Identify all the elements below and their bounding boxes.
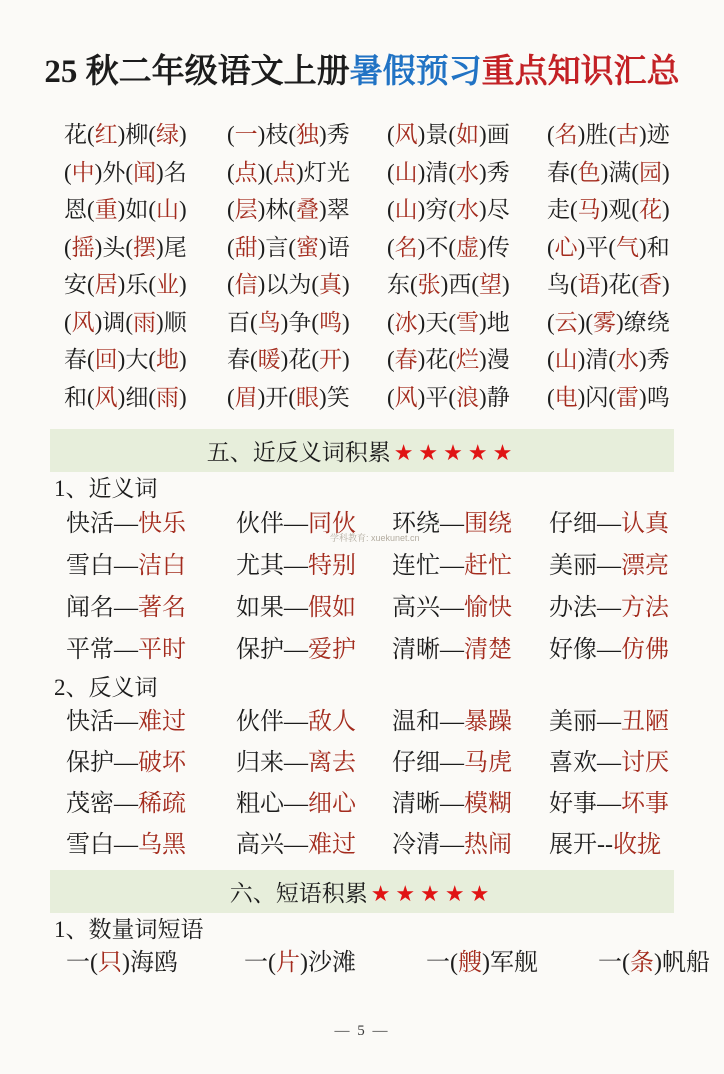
idiom-cell: (风)景(如)画: [387, 122, 510, 148]
section-5-heading: 五、近反义词积累: [206, 440, 391, 466]
antonym-pair: 清晰—模糊: [392, 791, 512, 818]
idiom-cell: (风)调(雨)顺: [64, 309, 187, 335]
antonyms-grid: [0, 702, 724, 866]
synonym-pair: 伙伴—同伙: [236, 511, 356, 538]
section-6-heading: 六、短语积累: [229, 881, 368, 907]
synonym-pair: 环绕—围绕: [392, 511, 512, 538]
quantity-phrase: 一(片)沙滩: [244, 950, 356, 977]
antonym-pair: 伙伴—敌人: [236, 709, 356, 736]
idiom-cell: (山)清(水)秀: [547, 347, 670, 373]
idiom-cell: 春(回)大(地): [64, 347, 187, 373]
synonym-pair: 清晰—清楚: [392, 637, 512, 664]
synonym-pair: 快活—快乐: [66, 511, 186, 538]
antonym-pair: 好事—坏事: [549, 791, 669, 818]
title-part-blue: 暑假预习: [349, 54, 482, 90]
idiom-cell: 走(马)观(花): [547, 197, 670, 223]
antonym-pair: 喜欢—讨厌: [549, 750, 669, 777]
idiom-cell: (春)花(烂)漫: [387, 347, 510, 373]
idiom-cell: (摇)头(摆)尾: [64, 234, 187, 260]
idiom-cell: (一)枝(独)秀: [227, 122, 350, 148]
synonym-pair: 办法—方法: [549, 595, 669, 622]
section-banner-5: [50, 429, 674, 472]
quantity-phrase: 一(只)海鸥: [66, 950, 178, 977]
synonym-pair: 如果—假如: [236, 595, 356, 622]
idiom-cell: 花(红)柳(绿): [64, 122, 187, 148]
idiom-cell: (电)闪(雷)鸣: [547, 384, 670, 410]
antonyms-label: 2、反义词: [54, 675, 158, 701]
idiom-grid: [0, 116, 724, 416]
worksheet-page: [0, 50, 724, 1039]
synonym-pair: 平常—平时: [66, 637, 186, 664]
synonyms-label: 1、近义词: [54, 476, 158, 502]
idiom-cell: (风)平(浪)静: [387, 384, 510, 410]
synonym-pair: 尤其—特别: [236, 553, 356, 580]
idiom-cell: (云)(雾)缭绕: [547, 309, 670, 335]
quantity-label: 1、数量词短语: [54, 917, 204, 943]
idiom-cell: 安(居)乐(业): [64, 272, 187, 298]
idiom-cell: 恩(重)如(山): [64, 197, 187, 223]
quantity-phrase: 一(艘)军舰: [426, 950, 538, 977]
idiom-cell: 春(暖)花(开): [227, 347, 350, 373]
antonym-pair: 保护—破坏: [66, 750, 186, 777]
idiom-cell: (山)清(水)秀: [387, 159, 510, 185]
section-banner-6: [50, 870, 674, 913]
antonym-pair: 归来—离去: [236, 750, 356, 777]
synonym-pair: 好像—仿佛: [549, 637, 669, 664]
star-rating: ★★★★★: [393, 441, 518, 467]
antonym-pair: 快活—难过: [66, 709, 186, 736]
idiom-cell: (心)平(气)和: [547, 234, 670, 260]
idiom-cell: (冰)天(雪)地: [387, 309, 510, 335]
synonym-pair: 高兴—愉快: [392, 595, 512, 622]
star-rating: ★★★★★: [370, 882, 495, 908]
antonym-pair: 雪白—乌黑: [66, 832, 186, 859]
synonym-pair: 美丽—漂亮: [549, 553, 669, 580]
antonym-pair: 温和—暴躁: [392, 709, 512, 736]
quantity-phrase: 一(条)帆船: [598, 950, 710, 977]
antonym-pair: 展开--收拢: [549, 832, 661, 859]
page-number: — 5 —: [334, 1023, 390, 1039]
antonym-pair: 茂密—稀疏: [66, 791, 186, 818]
synonym-pair: 雪白—洁白: [66, 553, 186, 580]
watermark: 学科教育: xuekunet.cn: [330, 533, 420, 543]
idiom-cell: 百(鸟)争(鸣): [227, 309, 350, 335]
title-part-red: 重点知识汇总: [481, 54, 680, 90]
quantity-grid: [0, 944, 724, 982]
idiom-cell: (甜)言(蜜)语: [227, 234, 350, 260]
synonym-pair: 仔细—认真: [549, 511, 669, 538]
idiom-cell: (名)不(虚)传: [387, 234, 510, 260]
idiom-cell: (眉)开(眼)笑: [227, 384, 350, 410]
antonym-pair: 粗心—细心: [236, 791, 356, 818]
idiom-cell: 春(色)满(园): [547, 159, 670, 185]
idiom-cell: (信)以为(真): [227, 272, 350, 298]
synonym-pair: 闻名—著名: [66, 595, 186, 622]
idiom-cell: 鸟(语)花(香): [547, 272, 670, 298]
idiom-cell: 东(张)西(望): [387, 272, 510, 298]
synonyms-grid: [0, 503, 724, 671]
idiom-cell: 和(风)细(雨): [64, 384, 187, 410]
title-part-black: 25 秋二年级语文上册: [44, 54, 350, 90]
idiom-cell: (点)(点)灯光: [227, 159, 350, 185]
idiom-cell: (名)胜(古)迹: [547, 122, 670, 148]
antonym-pair: 高兴—难过: [236, 832, 356, 859]
idiom-cell: (中)外(闻)名: [64, 159, 187, 185]
page-title: [0, 50, 724, 94]
idiom-cell: (山)穷(水)尽: [387, 197, 510, 223]
synonym-pair: 连忙—赶忙: [392, 553, 512, 580]
synonym-pair: 保护—爱护: [236, 637, 356, 664]
antonym-pair: 仔细—马虎: [392, 750, 512, 777]
idiom-cell: (层)林(叠)翠: [227, 197, 350, 223]
antonym-pair: 冷清—热闹: [392, 832, 512, 859]
antonym-pair: 美丽—丑陋: [549, 709, 669, 736]
